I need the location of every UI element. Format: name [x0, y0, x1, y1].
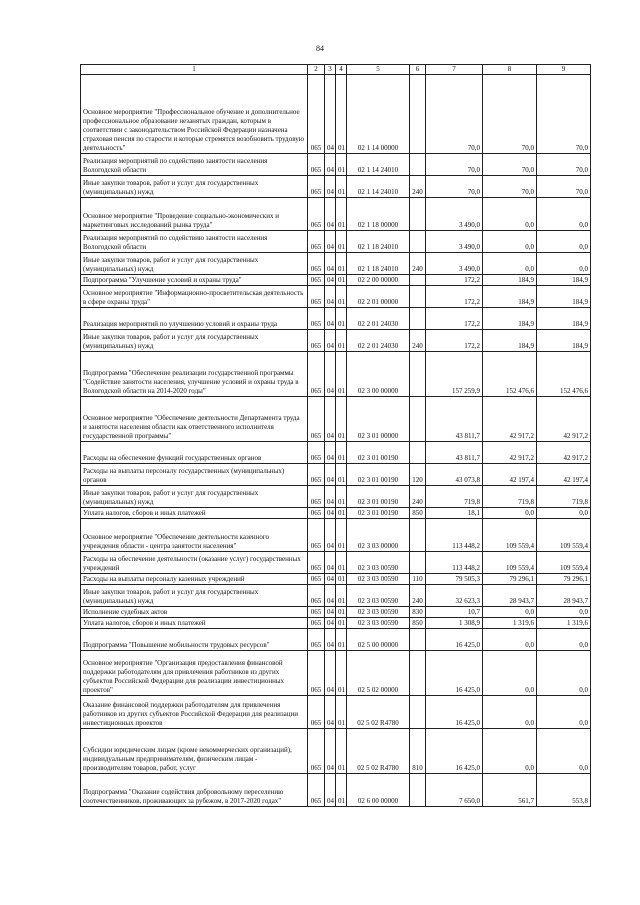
target-article-cell: 02 3 03 00000: [347, 519, 410, 552]
expense-type-cell: [410, 154, 426, 176]
amount-col8-cell: 0,0: [483, 696, 537, 729]
amount-col8-cell: 184,9: [483, 275, 537, 286]
amount-col8-cell: 70,0: [483, 154, 537, 176]
target-article-cell: 02 1 14 00000: [347, 75, 410, 154]
target-article-cell: 02 2 01 00000: [347, 286, 410, 308]
section-code-cell: 04: [325, 651, 336, 696]
subsection-code-cell: 01: [336, 442, 347, 464]
section-code-cell: 04: [325, 198, 336, 231]
row-name-cell: Подпрограмма "Улучшение условий и охраны труда": [81, 275, 308, 286]
amount-col8-cell: 0,0: [483, 231, 537, 253]
subsection-code-cell: 01: [336, 508, 347, 519]
expense-type-cell: 850: [410, 508, 426, 519]
amount-col8-cell: 109 559,4: [483, 552, 537, 574]
subsection-code-cell: 01: [336, 154, 347, 176]
expense-type-cell: [410, 442, 426, 464]
admin-code-cell: 065: [308, 352, 325, 397]
table-row: [81, 618, 591, 629]
admin-code-cell: 065: [308, 176, 325, 198]
target-article-cell: 02 2 00 00000: [347, 275, 410, 286]
table-row: [81, 231, 591, 253]
admin-code-cell: 065: [308, 75, 325, 154]
admin-code-cell: 065: [308, 397, 325, 442]
target-article-cell: 02 3 03 00590: [347, 574, 410, 585]
subsection-code-cell: 01: [336, 308, 347, 330]
expense-type-cell: [410, 352, 426, 397]
admin-code-cell: 065: [308, 154, 325, 176]
table-row: [81, 607, 591, 618]
target-article-cell: 02 3 01 00190: [347, 442, 410, 464]
amount-col7-cell: 70,0: [426, 75, 483, 154]
row-name-cell: Подпрограмма "Оказание содействия добровольному переселению соотечественников, проживающих за рубежом, в 2017-2020 годах": [81, 774, 308, 807]
amount-col9-cell: 42 917,2: [537, 442, 591, 464]
amount-col7-cell: 16 425,0: [426, 696, 483, 729]
target-article-cell: 02 3 01 00190: [347, 464, 410, 486]
amount-col8-cell: 1 319,6: [483, 618, 537, 629]
target-article-cell: 02 3 03 00590: [347, 552, 410, 574]
subsection-code-cell: 01: [336, 552, 347, 574]
amount-col8-cell: 0,0: [483, 629, 537, 651]
amount-col7-cell: 157 259,9: [426, 352, 483, 397]
amount-col9-cell: 0,0: [537, 198, 591, 231]
table-row: [81, 442, 591, 464]
section-code-cell: 04: [325, 585, 336, 607]
admin-code-cell: 065: [308, 464, 325, 486]
subsection-code-cell: 01: [336, 729, 347, 774]
admin-code-cell: 065: [308, 696, 325, 729]
section-code-cell: 04: [325, 508, 336, 519]
table-body: [81, 75, 591, 807]
target-article-cell: 02 2 01 24030: [347, 308, 410, 330]
subsection-code-cell: 01: [336, 629, 347, 651]
row-name-cell: Реализация мероприятий по содействию занятости населения Вологодской области: [81, 154, 308, 176]
header-cell: 1: [81, 65, 308, 75]
subsection-code-cell: 01: [336, 574, 347, 585]
table-row: [81, 651, 591, 696]
amount-col8-cell: 184,9: [483, 286, 537, 308]
row-name-cell: Основное мероприятие "Обеспечение деятельности казенного учреждения области - центра занятости населения": [81, 519, 308, 552]
amount-col7-cell: 16 425,0: [426, 651, 483, 696]
row-name-cell: Иные закупки товаров, работ и услуг для государственных (муниципальных) нужд: [81, 585, 308, 607]
admin-code-cell: 065: [308, 198, 325, 231]
amount-col8-cell: 561,7: [483, 774, 537, 807]
amount-col7-cell: 10,7: [426, 607, 483, 618]
table-row: [81, 552, 591, 574]
table-row: [81, 253, 591, 275]
expense-type-cell: [410, 198, 426, 231]
admin-code-cell: 065: [308, 253, 325, 275]
target-article-cell: 02 3 01 00190: [347, 508, 410, 519]
row-name-cell: Иные закупки товаров, работ и услуг для государственных (муниципальных) нужд: [81, 330, 308, 352]
amount-col9-cell: 70,0: [537, 154, 591, 176]
amount-col9-cell: 184,9: [537, 275, 591, 286]
amount-col7-cell: 43 811,7: [426, 442, 483, 464]
subsection-code-cell: 01: [336, 75, 347, 154]
admin-code-cell: 065: [308, 585, 325, 607]
row-name-cell: Реализация мероприятий по содействию занятости населения Вологодской области: [81, 231, 308, 253]
table-row: [81, 330, 591, 352]
row-name-cell: Основное мероприятие "Профессиональное обучение и дополнительное профессиональное образование незанятых граждан, которым в соответствии с законодательством Российской Федерации назначена страховая пенсия по старости и которые стремятся возобновить трудовую деятельность": [81, 75, 308, 154]
target-article-cell: 02 3 01 00190: [347, 486, 410, 508]
expense-type-cell: [410, 75, 426, 154]
section-code-cell: 04: [325, 607, 336, 618]
header-cell: 9: [537, 65, 591, 75]
target-article-cell: 02 1 14 24010: [347, 154, 410, 176]
section-code-cell: 04: [325, 574, 336, 585]
row-name-cell: Подпрограмма "Повышение мобильности трудовых ресурсов": [81, 629, 308, 651]
row-name-cell: Иные закупки товаров, работ и услуг для государственных (муниципальных) нужд: [81, 176, 308, 198]
admin-code-cell: 065: [308, 486, 325, 508]
row-name-cell: Оказание финансовой поддержки работодателям для привлечения работников из других субъектов Российской Федерации для реализации инвестиционных проектов: [81, 696, 308, 729]
admin-code-cell: 065: [308, 618, 325, 629]
admin-code-cell: 065: [308, 508, 325, 519]
table-row: [81, 574, 591, 585]
amount-col9-cell: 0,0: [537, 231, 591, 253]
subsection-code-cell: 01: [336, 231, 347, 253]
amount-col9-cell: 109 559,4: [537, 552, 591, 574]
amount-col9-cell: 184,9: [537, 308, 591, 330]
amount-col9-cell: 0,0: [537, 607, 591, 618]
amount-col7-cell: 16 425,0: [426, 629, 483, 651]
amount-col7-cell: 3 490,0: [426, 198, 483, 231]
subsection-code-cell: 01: [336, 618, 347, 629]
amount-col9-cell: 42 917,2: [537, 397, 591, 442]
amount-col7-cell: 113 448,2: [426, 519, 483, 552]
target-article-cell: 02 3 00 00000: [347, 352, 410, 397]
subsection-code-cell: 01: [336, 464, 347, 486]
amount-col7-cell: 172,2: [426, 286, 483, 308]
table-row: [81, 176, 591, 198]
header-cell: 7: [426, 65, 483, 75]
expense-type-cell: 830: [410, 607, 426, 618]
amount-col8-cell: 42 917,2: [483, 397, 537, 442]
subsection-code-cell: 01: [336, 607, 347, 618]
amount-col7-cell: 43 073,8: [426, 464, 483, 486]
amount-col7-cell: 7 650,0: [426, 774, 483, 807]
header-cell: 3: [325, 65, 336, 75]
target-article-cell: 02 3 03 00590: [347, 607, 410, 618]
target-article-cell: 02 5 02 R4780: [347, 729, 410, 774]
amount-col8-cell: 0,0: [483, 508, 537, 519]
row-name-cell: Реализация мероприятий по улучшению условий и охраны труда: [81, 308, 308, 330]
amount-col7-cell: 3 490,0: [426, 253, 483, 275]
section-code-cell: 04: [325, 774, 336, 807]
subsection-code-cell: 01: [336, 651, 347, 696]
admin-code-cell: 065: [308, 330, 325, 352]
table-row: [81, 198, 591, 231]
expense-type-cell: [410, 275, 426, 286]
table-row: [81, 519, 591, 552]
section-code-cell: 04: [325, 486, 336, 508]
header-cell: 5: [347, 65, 410, 75]
row-name-cell: Иные закупки товаров, работ и услуг для государственных (муниципальных) нужд: [81, 486, 308, 508]
amount-col9-cell: 28 943,7: [537, 585, 591, 607]
subsection-code-cell: 01: [336, 519, 347, 552]
row-name-cell: Уплата налогов, сборов и иных платежей: [81, 618, 308, 629]
expense-type-cell: [410, 519, 426, 552]
admin-code-cell: 065: [308, 774, 325, 807]
table-row: [81, 696, 591, 729]
target-article-cell: 02 3 01 00000: [347, 397, 410, 442]
target-article-cell: 02 1 18 24010: [347, 253, 410, 275]
amount-col8-cell: 109 559,4: [483, 519, 537, 552]
amount-col7-cell: 70,0: [426, 154, 483, 176]
section-code-cell: 04: [325, 253, 336, 275]
amount-col8-cell: 42 197,4: [483, 464, 537, 486]
amount-col7-cell: 172,2: [426, 330, 483, 352]
admin-code-cell: 065: [308, 442, 325, 464]
amount-col9-cell: 0,0: [537, 629, 591, 651]
table-row: [81, 397, 591, 442]
row-name-cell: Основное мероприятие "Информационно-просветительская деятельность в сфере охраны труда": [81, 286, 308, 308]
row-name-cell: Расходы на выплаты персоналу казенных учреждений: [81, 574, 308, 585]
expense-type-cell: [410, 231, 426, 253]
target-article-cell: 02 3 03 00590: [347, 585, 410, 607]
subsection-code-cell: 01: [336, 486, 347, 508]
amount-col7-cell: 70,0: [426, 176, 483, 198]
expense-type-cell: 240: [410, 176, 426, 198]
amount-col8-cell: 0,0: [483, 253, 537, 275]
section-code-cell: 04: [325, 75, 336, 154]
admin-code-cell: 065: [308, 519, 325, 552]
table-row: [81, 508, 591, 519]
subsection-code-cell: 01: [336, 696, 347, 729]
row-name-cell: Исполнение судебных актов: [81, 607, 308, 618]
amount-col8-cell: 719,8: [483, 486, 537, 508]
section-code-cell: 04: [325, 231, 336, 253]
amount-col7-cell: 113 448,2: [426, 552, 483, 574]
subsection-code-cell: 01: [336, 330, 347, 352]
admin-code-cell: 065: [308, 231, 325, 253]
amount-col9-cell: 184,9: [537, 330, 591, 352]
amount-col8-cell: 184,9: [483, 308, 537, 330]
amount-col9-cell: 553,8: [537, 774, 591, 807]
row-name-cell: Основное мероприятие "Обеспечение деятельности Департамента труда и занятости населения области как ответственного исполнителя государственной программы": [81, 397, 308, 442]
header-cell: 6: [410, 65, 426, 75]
target-article-cell: 02 2 01 24030: [347, 330, 410, 352]
admin-code-cell: 065: [308, 574, 325, 585]
expense-type-cell: [410, 629, 426, 651]
admin-code-cell: 065: [308, 607, 325, 618]
table-row: [81, 486, 591, 508]
amount-col9-cell: 1 319,6: [537, 618, 591, 629]
amount-col8-cell: 152 476,6: [483, 352, 537, 397]
expense-type-cell: [410, 651, 426, 696]
amount-col7-cell: 32 623,3: [426, 585, 483, 607]
section-code-cell: 04: [325, 397, 336, 442]
subsection-code-cell: 01: [336, 176, 347, 198]
admin-code-cell: 065: [308, 552, 325, 574]
subsection-code-cell: 01: [336, 774, 347, 807]
admin-code-cell: 065: [308, 629, 325, 651]
table-row: [81, 286, 591, 308]
admin-code-cell: 065: [308, 286, 325, 308]
subsection-code-cell: 01: [336, 585, 347, 607]
admin-code-cell: 065: [308, 651, 325, 696]
header-row: [81, 65, 591, 75]
table-row: [81, 275, 591, 286]
amount-col7-cell: 3 490,0: [426, 231, 483, 253]
header-cell: 4: [336, 65, 347, 75]
amount-col8-cell: 70,0: [483, 75, 537, 154]
amount-col8-cell: 42 917,2: [483, 442, 537, 464]
amount-col8-cell: 28 943,7: [483, 585, 537, 607]
amount-col9-cell: 0,0: [537, 651, 591, 696]
expense-type-cell: 810: [410, 729, 426, 774]
section-code-cell: 04: [325, 308, 336, 330]
target-article-cell: 02 1 18 00000: [347, 198, 410, 231]
row-name-cell: Расходы на обеспечение деятельности (оказание услуг) государственных учреждений: [81, 552, 308, 574]
subsection-code-cell: 01: [336, 198, 347, 231]
section-code-cell: 04: [325, 729, 336, 774]
section-code-cell: 04: [325, 696, 336, 729]
amount-col7-cell: 79 505,3: [426, 574, 483, 585]
amount-col7-cell: 172,2: [426, 308, 483, 330]
expense-type-cell: 110: [410, 574, 426, 585]
section-code-cell: 04: [325, 176, 336, 198]
table-row: [81, 154, 591, 176]
page-number: 84: [316, 44, 324, 53]
amount-col9-cell: 184,9: [537, 286, 591, 308]
target-article-cell: 02 3 03 00590: [347, 618, 410, 629]
subsection-code-cell: 01: [336, 397, 347, 442]
table-row: [81, 729, 591, 774]
row-name-cell: Основное мероприятие "Проведение социально-экономических и маркетинговых исследований рынка труда": [81, 198, 308, 231]
row-name-cell: Субсидии юридическим лицам (кроме некоммерческих организаций), индивидуальным предпринимателям, физическим лицам - производителям товаров, работ, услуг: [81, 729, 308, 774]
table-row: [81, 774, 591, 807]
expense-type-cell: 240: [410, 253, 426, 275]
subsection-code-cell: 01: [336, 253, 347, 275]
amount-col7-cell: 16 425,0: [426, 729, 483, 774]
section-code-cell: 04: [325, 519, 336, 552]
amount-col9-cell: 0,0: [537, 696, 591, 729]
section-code-cell: 04: [325, 442, 336, 464]
table-row: [81, 308, 591, 330]
expense-type-cell: [410, 286, 426, 308]
section-code-cell: 04: [325, 552, 336, 574]
admin-code-cell: 065: [308, 308, 325, 330]
section-code-cell: 04: [325, 275, 336, 286]
section-code-cell: 04: [325, 330, 336, 352]
target-article-cell: 02 5 02 R4780: [347, 696, 410, 729]
expense-type-cell: [410, 552, 426, 574]
table-row: [81, 75, 591, 154]
amount-col9-cell: 42 197,4: [537, 464, 591, 486]
target-article-cell: 02 1 14 24010: [347, 176, 410, 198]
admin-code-cell: 065: [308, 729, 325, 774]
table-row: [81, 629, 591, 651]
amount-col8-cell: 0,0: [483, 651, 537, 696]
amount-col7-cell: 43 811,7: [426, 397, 483, 442]
amount-col8-cell: 184,9: [483, 330, 537, 352]
amount-col8-cell: 0,0: [483, 729, 537, 774]
admin-code-cell: 065: [308, 275, 325, 286]
header-cell: 8: [483, 65, 537, 75]
section-code-cell: 04: [325, 629, 336, 651]
subsection-code-cell: 01: [336, 352, 347, 397]
amount-col9-cell: 109 559,4: [537, 519, 591, 552]
table-row: [81, 352, 591, 397]
expense-type-cell: 850: [410, 618, 426, 629]
expense-type-cell: [410, 774, 426, 807]
row-name-cell: Основное мероприятие "Организация предоставления финансовой поддержки работодателям для привлечения работников из других субъектов Российской Федерации для реализации инвестиционных проектов": [81, 651, 308, 696]
amount-col9-cell: 0,0: [537, 729, 591, 774]
table-row: [81, 585, 591, 607]
section-code-cell: 04: [325, 464, 336, 486]
expense-type-cell: [410, 696, 426, 729]
expense-type-cell: 240: [410, 585, 426, 607]
amount-col9-cell: 0,0: [537, 508, 591, 519]
amount-col8-cell: 79 296,1: [483, 574, 537, 585]
row-name-cell: Расходы на обеспечение функций государственных органов: [81, 442, 308, 464]
subsection-code-cell: 01: [336, 286, 347, 308]
row-name-cell: Расходы на выплаты персоналу государственных (муниципальных) органов: [81, 464, 308, 486]
amount-col8-cell: 0,0: [483, 607, 537, 618]
row-name-cell: Уплата налогов, сборов и иных платежей: [81, 508, 308, 519]
expense-type-cell: [410, 308, 426, 330]
table-row: [81, 464, 591, 486]
amount-col9-cell: 152 476,6: [537, 352, 591, 397]
target-article-cell: 02 5 00 00000: [347, 629, 410, 651]
header-cell: 2: [308, 65, 325, 75]
target-article-cell: 02 6 00 00000: [347, 774, 410, 807]
amount-col8-cell: 0,0: [483, 198, 537, 231]
amount-col7-cell: 719,8: [426, 486, 483, 508]
amount-col9-cell: 70,0: [537, 75, 591, 154]
expense-type-cell: [410, 397, 426, 442]
row-name-cell: Иные закупки товаров, работ и услуг для государственных (муниципальных) нужд: [81, 253, 308, 275]
target-article-cell: 02 5 02 00000: [347, 651, 410, 696]
section-code-cell: 04: [325, 618, 336, 629]
amount-col9-cell: 0,0: [537, 253, 591, 275]
amount-col7-cell: 1 308,9: [426, 618, 483, 629]
amount-col8-cell: 70,0: [483, 176, 537, 198]
budget-table: [80, 64, 591, 807]
section-code-cell: 04: [325, 286, 336, 308]
row-name-cell: Подпрограмма "Обеспечение реализации государственной программы "Содействие занятости населения, улучшение условий и охраны труда в Вологодской области на 2014-2020 годы": [81, 352, 308, 397]
section-code-cell: 04: [325, 352, 336, 397]
amount-col9-cell: 79 296,1: [537, 574, 591, 585]
amount-col9-cell: 719,8: [537, 486, 591, 508]
expense-type-cell: 240: [410, 486, 426, 508]
expense-type-cell: 120: [410, 464, 426, 486]
amount-col7-cell: 172,2: [426, 275, 483, 286]
section-code-cell: 04: [325, 154, 336, 176]
subsection-code-cell: 01: [336, 275, 347, 286]
target-article-cell: 02 1 18 24010: [347, 231, 410, 253]
amount-col7-cell: 18,1: [426, 508, 483, 519]
amount-col9-cell: 70,0: [537, 176, 591, 198]
expense-type-cell: 240: [410, 330, 426, 352]
